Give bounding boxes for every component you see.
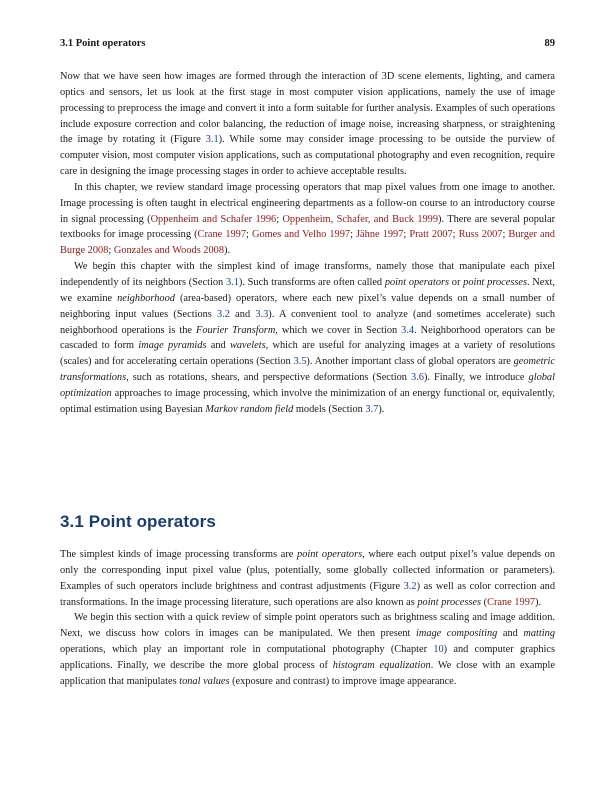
text-run: ;: [276, 213, 283, 225]
text-run: ;: [350, 229, 357, 241]
text-run: ).: [378, 403, 385, 415]
text-run: ) and computer graphics applications. Finally, we describe the more global process of: [60, 644, 555, 671]
text-run: ).: [224, 245, 231, 257]
citation-link[interactable]: Gonzales and Woods 2008: [113, 245, 224, 257]
citation-link[interactable]: Oppenheim, Schafer, and Buck 1999: [282, 213, 439, 225]
text-run: The simplest kinds of image processing transforms are: [60, 549, 298, 560]
citation-link[interactable]: Jähne 1997: [356, 229, 404, 241]
text-run: ;: [403, 229, 410, 241]
running-section-title: 3.1 Point operators: [60, 38, 146, 49]
emphasis-term: point operators: [297, 549, 363, 560]
citation-link[interactable]: Burger and Burge 2008: [60, 229, 555, 257]
emphasis-term: histogram equalization: [332, 659, 431, 671]
text-run: ) as well as color correction and transformations. In the image processing literature, such operations are also known as: [60, 580, 555, 608]
section-paragraph-1: [60, 547, 555, 610]
cross-reference-link[interactable]: 10: [433, 644, 444, 656]
intro-paragraph-1: [60, 69, 555, 180]
text-run: (area-based) operators, where each new pixel’s value depends on a small number of neighboring input values (Sections: [60, 292, 555, 320]
text-run: (exposure and contrast) to improve image appearance.: [229, 675, 457, 687]
text-run: We begin this section with a quick review of simple point operators such as brightness scaling and image addition. Next, we discuss how colors in images can be manipulated. We then present: [60, 612, 555, 640]
running-header: [60, 38, 555, 54]
text-run: operations, which play an important role in computational photography (Chapter: [60, 644, 434, 656]
text-run: ;: [246, 229, 252, 241]
text-run: ). There are several popular textbooks for image processing (: [60, 213, 556, 241]
text-run: and: [497, 628, 524, 640]
emphasis-term: wavelets: [229, 340, 266, 352]
citation-link[interactable]: Russ 2007: [458, 229, 503, 241]
cross-reference-link[interactable]: 3.4: [401, 324, 415, 336]
citation-link[interactable]: Crane 1997: [487, 596, 536, 608]
cross-reference-link[interactable]: 3.7: [365, 403, 379, 415]
emphasis-term: neighborhood: [117, 292, 175, 304]
section-heading: 3.1 Point operators: [60, 512, 216, 531]
text-run: ). Such transforms are often called: [238, 276, 385, 288]
intro-paragraph-3: [60, 259, 555, 417]
text-run: . Next, we examine: [60, 276, 556, 304]
cross-reference-link[interactable]: 3.3: [255, 308, 269, 320]
emphasis-term: global optimization: [60, 372, 555, 399]
text-run: ). Another important class of global operators are: [306, 356, 514, 368]
emphasis-term: matting: [523, 628, 555, 640]
text-run: Now that we have seen how images are formed through the interaction of 3D scene elements, lighting, and camera optics and sensors, let us look at the first stage in most computer vision applications, namely the use of image processing to preprocess the image and convert it into a form suitable for further analysis. Examples of such operations include exposure correction and color balancing, the reduction of image noise, increasing sharpness, or straightening the image by rotating it (Figure: [60, 71, 555, 146]
text-run: or: [449, 276, 464, 288]
page-number: 89: [544, 38, 555, 49]
text-run: ;: [108, 245, 114, 257]
citation-link[interactable]: Gomes and Velho 1997: [251, 229, 351, 241]
text-run: (: [481, 596, 488, 608]
emphasis-term: Markov random field: [205, 403, 294, 415]
citation-link[interactable]: Oppenheim and Schafer 1996: [150, 213, 277, 225]
text-run: ;: [502, 229, 509, 241]
emphasis-term: point processes: [463, 276, 527, 288]
emphasis-term: Fourier Transform: [196, 324, 276, 336]
text-run: models (Section: [293, 403, 366, 415]
chapter-intro: [60, 69, 555, 418]
text-run: ). Finally, we introduce: [423, 372, 529, 384]
text-run: ;: [452, 229, 459, 241]
text-run: ). A convenient tool to analyze (and sometimes accelerate) such neighborhood operations is the: [60, 308, 556, 336]
text-run: and: [206, 340, 230, 352]
text-run: , which we cover in Section: [275, 324, 402, 336]
cross-reference-link[interactable]: 3.1: [225, 276, 239, 288]
text-run: In this chapter, we review standard image processing operators that map pixel values from one image to another. Image processing is often taught in electrical engineering departments as a follow-on course to an introductory course in signal processing (: [60, 181, 555, 225]
section-body: [60, 547, 555, 690]
citation-link[interactable]: Pratt 2007: [409, 229, 453, 241]
text-run: We begin this chapter with the simplest kind of image transforms, namely those that manipulate each pixel independently of its neighbors (Section: [60, 261, 555, 288]
cross-reference-link[interactable]: 3.2: [217, 308, 230, 320]
cross-reference-link[interactable]: 3.1: [205, 134, 219, 146]
text-run: and: [229, 308, 256, 320]
text-run: ).: [535, 596, 542, 608]
emphasis-term: point operators: [384, 276, 450, 288]
emphasis-term: geometric transformations: [60, 356, 555, 384]
text-run: ). While some may consider image processing to be outside the purview of computer vision, most computer vision applications, such as computational photography and even recognition, require care in designing the image processing stages in order to achieve acceptable results.: [60, 134, 555, 178]
intro-paragraph-2: [60, 180, 555, 259]
section-paragraph-2: [60, 610, 555, 689]
text-run: , which are useful for analyzing images at a variety of resolutions (scales) and for accelerating certain operations (Section: [60, 340, 555, 368]
emphasis-term: tonal values: [179, 675, 230, 687]
cross-reference-link[interactable]: 3.2: [403, 580, 417, 592]
text-run: . Neighborhood operators can be cascaded to form: [60, 324, 555, 352]
text-run: approaches to image processing, which involve the minimization of an energy functional or, equivalently, optimal estimation using Bayesian: [60, 387, 555, 415]
emphasis-term: point processes: [417, 596, 482, 608]
emphasis-term: image pyramids: [138, 340, 207, 352]
citation-link[interactable]: Crane 1997: [197, 229, 247, 241]
text-run: . We close with an example application that manipulates: [60, 659, 555, 687]
text-run: , where each output pixel’s value depends on only the corresponding input pixel value (plus, potentially, some globally collected information or parameters). Examples of such operators include brightness and contrast adjustments (Figure: [60, 549, 555, 592]
cross-reference-link[interactable]: 3.6: [411, 372, 424, 384]
cross-reference-link[interactable]: 3.5: [293, 356, 307, 368]
emphasis-term: image compositing: [415, 628, 498, 640]
text-run: , such as rotations, shears, and perspective deformations (Section: [126, 372, 412, 384]
